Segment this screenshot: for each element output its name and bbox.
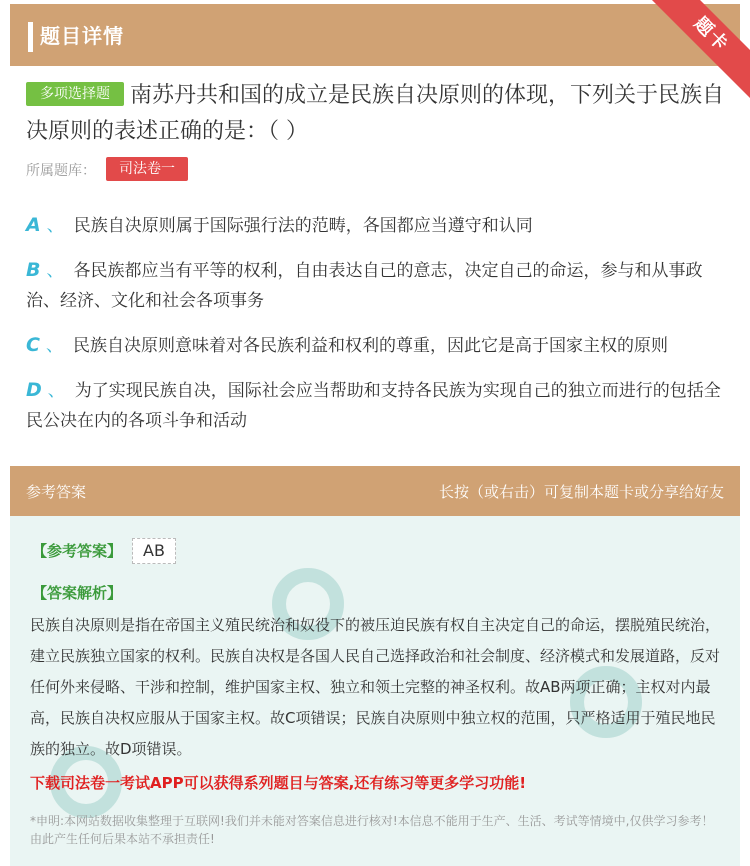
- question-type-badge: 多项选择题: [26, 82, 124, 106]
- reference-answer-value: AB: [132, 538, 176, 564]
- option-text: 民族自决原则意味着对各民族利益和权利的尊重，因此它是高于国家主权的原则: [72, 336, 668, 356]
- download-app-link[interactable]: 下载司法卷一考试APP可以获得系列题目与答案,还有练习等更多学习功能!: [30, 774, 527, 792]
- explanation-label: 【答案解析】: [32, 584, 123, 602]
- source-label: 所属题库：: [26, 163, 96, 179]
- option-text: 为了实现民族自决，国际社会应当帮助和支持各民族为实现自己的独立而进行的包括全民公决在内的各项斗争和活动: [26, 381, 721, 431]
- corner-badge: 题卡: [650, 0, 750, 100]
- option-b[interactable]: [26, 255, 721, 316]
- question-text: 南苏丹共和国的成立是民族自决原则的体现，下列关于民族自决原则的表述正确的是：（ ）: [26, 83, 725, 144]
- question-header: [10, 4, 740, 66]
- option-text: 民族自决原则属于国际强行法的范畴，各国都应当遵守和认同: [73, 216, 533, 236]
- option-separator: 、: [45, 336, 63, 356]
- reference-answer-label: 【参考答案】: [32, 542, 123, 560]
- option-letter: B: [26, 259, 41, 281]
- option-separator: 、: [46, 261, 64, 281]
- option-d[interactable]: [26, 375, 721, 436]
- explanation-text: 民族自决原则是指在帝国主义殖民统治和奴役下的被压迫民族有权自主决定自己的命运，摆脱殖民统治，建立民族独立国家的权利。民族自决权是各国人民自己选择政治和社会制度、经济模式和发展道路，反对任何外来侵略、干涉和控制，维护国家主权、独立和领土完整的神圣权利。故AB两项正确；主权对内最高，民族自决权应服从于国家主权。故C项错误；民族自决原则中独立权的范围，只严格适用于殖民地民族的独立。故D项错误。: [30, 616, 721, 758]
- answer-section-label: 参考答案: [26, 483, 87, 501]
- option-separator: 、: [47, 381, 65, 401]
- option-letter: D: [26, 379, 42, 401]
- option-text: 各民族都应当有平等的权利，自由表达自己的意志，决定自己的命运，参与和从事政治、经济、文化和社会各项事务: [26, 261, 703, 311]
- header-title: 题目详情: [40, 24, 124, 48]
- answer-header: [10, 466, 740, 516]
- option-letter: A: [26, 214, 41, 236]
- option-c[interactable]: [26, 330, 721, 361]
- option-a[interactable]: [26, 210, 721, 241]
- disclaimer-text: *申明:本网站数据收集整理于互联网!我们并未能对答案信息进行核对!本信息不能用于生产、生活、考试等情境中,仅供学习参考！由此产生任何后果本站不承担责任!: [30, 814, 714, 846]
- share-hint: 长按（或右击）可复制本题卡或分享给好友: [438, 483, 724, 501]
- option-separator: 、: [46, 216, 64, 236]
- option-letter: C: [26, 334, 40, 356]
- answer-body: [10, 516, 740, 866]
- header-accent-bar: [28, 22, 33, 52]
- source-badge[interactable]: 司法卷一: [106, 157, 188, 181]
